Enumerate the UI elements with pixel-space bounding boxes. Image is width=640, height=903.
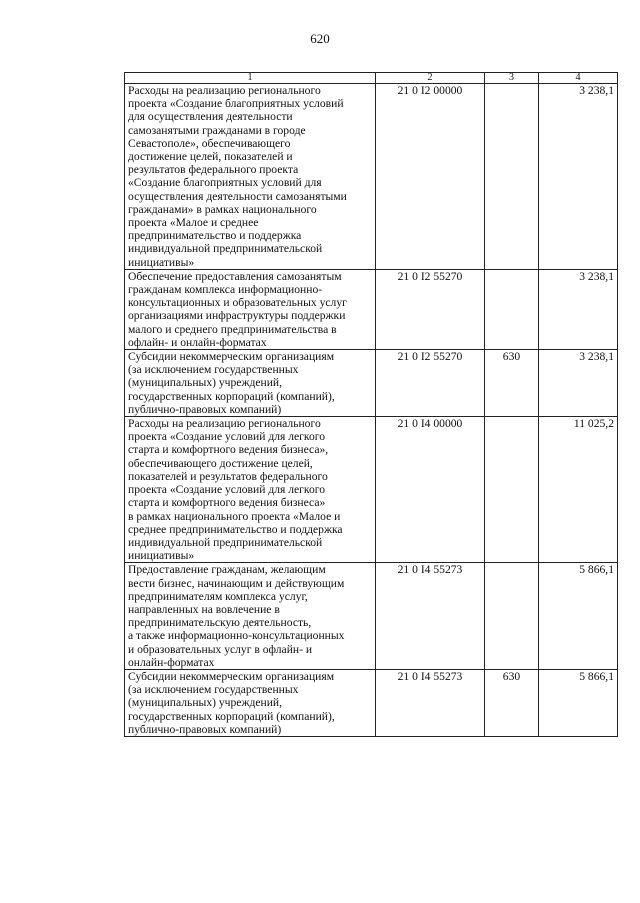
row-name: Субсидии некоммерческим организациям (за исключением государственных (муниципальных) учреждений, государственных корпораций (компаний), публично-правовых компаний) xyxy=(128,350,335,416)
row-expense-type xyxy=(485,417,539,563)
row-amount: 3 238,1 xyxy=(539,269,618,349)
row-name-cell xyxy=(125,350,376,417)
row-name-cell xyxy=(125,269,376,349)
row-expense-type xyxy=(485,269,539,349)
table-row xyxy=(125,563,618,670)
table-row xyxy=(125,269,618,349)
row-expense-type: 630 xyxy=(485,350,539,417)
row-amount: 3 238,1 xyxy=(539,350,618,417)
column-header-2: 2 xyxy=(376,73,485,84)
row-name-cell xyxy=(125,84,376,270)
table-row xyxy=(125,350,618,417)
table-row xyxy=(125,669,618,736)
row-name: Предоставление гражданам, желающим вести бизнес, начинающим и действующим предпринимателям комплекса услуг, направленных на вовлечение в предпринимательскую деятельность, а также информационно-консультационных и образовательных услуг в офлайн- и онлайн-форматах xyxy=(128,563,345,669)
row-name: Обеспечение предоставления самозанятым гражданам комплекса информационно- консультационных и образовательных услуг организациями инфраструктуры поддержки малого и среднего предпринимательства в офлайн- и онлайн-форматах xyxy=(128,269,347,349)
row-name-cell xyxy=(125,563,376,670)
row-expense-type: 630 xyxy=(485,669,539,736)
row-code: 21 0 I2 55270 xyxy=(376,269,485,349)
row-code: 21 0 I2 55270 xyxy=(376,350,485,417)
table-row xyxy=(125,417,618,563)
row-code: 21 0 I2 00000 xyxy=(376,84,485,270)
row-code: 21 0 I4 55273 xyxy=(376,563,485,670)
row-amount: 11 025,2 xyxy=(539,417,618,563)
row-expense-type xyxy=(485,563,539,670)
row-amount: 5 866,1 xyxy=(539,669,618,736)
column-header-3: 3 xyxy=(485,73,539,84)
row-code: 21 0 I4 55273 xyxy=(376,669,485,736)
row-name: Расходы на реализацию регионального проекта «Создание условий для легкого старта и комфортного ведения бизнеса», обеспечивающего достижение целей, показателей и результатов федерального проекта «Создание условий для легкого старта и комфортного ведения бизнеса» в рамках национального проекта «Малое и среднее предпринимательство и поддержка индивидуальной предпринимательской инициативы» xyxy=(128,417,343,563)
row-name: Субсидии некоммерческим организациям (за исключением государственных (муниципальных) учреждений, государственных корпораций (компаний), публично-правовых компаний) xyxy=(128,669,335,736)
column-header-1: 1 xyxy=(125,73,376,84)
row-name-cell xyxy=(125,669,376,736)
table-row xyxy=(125,84,618,270)
row-name-cell xyxy=(125,417,376,563)
row-expense-type xyxy=(485,84,539,270)
table-header-row xyxy=(125,73,618,84)
row-name: Расходы на реализацию регионального проекта «Создание благоприятных условий для осуществления деятельности самозанятыми гражданами в городе Севастополе», обеспечивающего достижение целей, показателей и результатов федерального проекта «Создание благоприятных условий для осуществления деятельности самозанятыми гражданами» в рамках национального проекта «Малое и среднее предпринимательство и поддержка индивидуальной предпринимательской инициативы» xyxy=(128,84,347,269)
row-amount: 3 238,1 xyxy=(539,84,618,270)
budget-table xyxy=(124,72,618,737)
row-amount: 5 866,1 xyxy=(539,563,618,670)
row-code: 21 0 I4 00000 xyxy=(376,417,485,563)
column-header-4: 4 xyxy=(539,73,618,84)
page-number: 620 xyxy=(310,31,330,46)
